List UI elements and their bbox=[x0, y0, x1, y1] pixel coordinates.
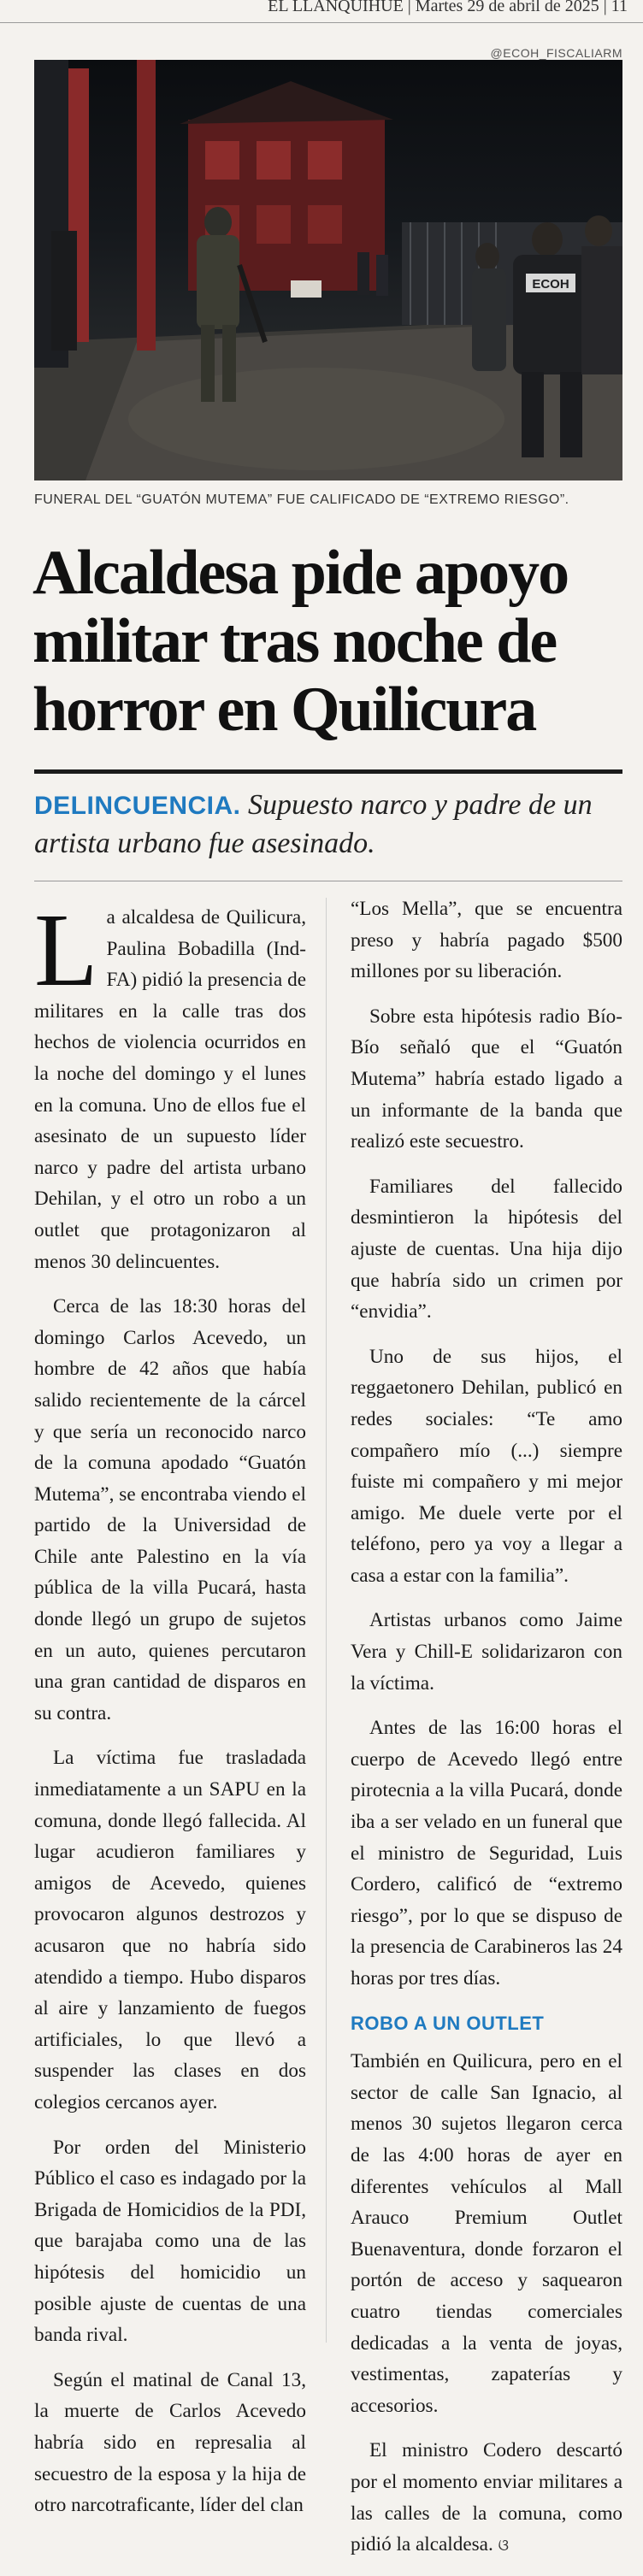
drop-cap: L bbox=[34, 893, 98, 1008]
deck-kicker: DELINCUENCIA. bbox=[34, 792, 241, 820]
article-paragraph: La alcaldesa de Quilicura, Paulina Bobadilla (Ind-FA) pidió la presencia de militares en la calle tras dos hechos de violencia ocurridos en la noche del domingo y el lunes en la comuna. Uno de ellos fue el asesinato de un supuesto líder narco y padre del artista urbano Dehilan, y el otro un robo a un outlet que protagonizaron al menos 30 delincuentes. bbox=[34, 893, 306, 1273]
article-column-left bbox=[34, 893, 306, 2535]
article-paragraph: La víctima fue trasladada inmediatamente a un SAPU en la comuna, donde llegó fallecida. Al lugar acudieron familiares y amigos de Acevedo, quienes provocaron algunos destrozos y acusaron que no habría sido atendido a tiempo. Hubo disparos al aire y lanzamiento de fuegos artificiales, lo que llevó a suspender las clases en dos colegios cercanos ayer. bbox=[34, 1747, 306, 2113]
article-paragraph: El ministro Codero descartó por el momento enviar militares a las calles de la comuna, como pidió la alcaldesa. ଓ bbox=[351, 2439, 622, 2556]
deck bbox=[34, 787, 622, 863]
article-paragraph: Artistas urbanos como Jaime Vera y Chill-E solidarizaron con la víctima. bbox=[351, 1609, 622, 1695]
article-paragraph: Antes de las 16:00 horas el cuerpo de Acevedo llegó entre pirotecnia a la villa Pucará, donde iba a ser velado en un funeral que el ministro de Seguridad, Luis Cordero, calificó de “extremo riesgo”, por lo que se dispuso de la presencia de Carabineros las 24 horas por tres días. bbox=[351, 1717, 622, 1989]
article-paragraph: Por orden del Ministerio Público el caso es indagado por la Brigada de Homicidios de la PDI, que barajaba como una de las hipótesis del homicidio un posible ajuste de cuentas de una banda rival. bbox=[34, 2136, 306, 2347]
masthead-text: EL LLANQUIHUE | Martes 29 de abril de 2025 | 11 bbox=[268, 0, 628, 15]
article-paragraph: “Los Mella”, que se encuentra preso y habría pagado $500 millones por su liberación. bbox=[351, 898, 622, 983]
article-column-right bbox=[351, 893, 622, 2576]
photo-caption: FUNERAL DEL “GUATÓN MUTEMA” FUE CALIFICADO DE “EXTREMO RIESGO”. bbox=[34, 492, 569, 507]
article-paragraph: Según el matinal de Canal 13, la muerte de Carlos Acevedo habría sido en represalia al secuestro de la esposa y la hija de otro narcotraficante, líder del clan bbox=[34, 2368, 306, 2517]
masthead bbox=[0, 0, 643, 23]
article-paragraph: Sobre esta hipótesis radio Bío-Bío señaló que el “Guatón Mutema” habría estado ligado a un informante de la banda que realizó este secuestro. bbox=[351, 1005, 622, 1153]
section-subhead: ROBO A UN OUTLET bbox=[351, 2012, 545, 2034]
article-paragraph: Cerca de las 18:30 horas del domingo Carlos Acevedo, un hombre de 42 años que había salido recientemente de la cárcel y que sería un reconocido narco de la comuna apodado “Guatón Mutema”, se encontraba viendo el partido de la Universidad de Chile ante Palestino en la vía pública de la villa Pucará, hasta donde llegó un grupo de sujetos en un auto, quienes percutaron una gran cantidad de disparos en su contra. bbox=[34, 1295, 306, 1724]
headline-rule bbox=[34, 769, 622, 774]
news-photo bbox=[34, 60, 622, 480]
vest-label: ECOH bbox=[532, 277, 569, 292]
headline: Alcaldesa pide apoyo militar tras noche de horror en Quilicura bbox=[32, 538, 569, 745]
article-paragraph: Uno de sus hijos, el reggaetonero Dehilan, publicó en redes sociales: “Te amo compañero mío (...) siempre fuiste mi compañero y mi mejor amigo. Me duele verte por el teléfono, pero ya voy a llegar a casa a estar con la familia”. bbox=[351, 1345, 622, 1587]
night-scene-illustration bbox=[34, 60, 622, 480]
column-divider bbox=[326, 898, 327, 2343]
end-mark-icon: ଓ bbox=[498, 2537, 509, 2555]
photo-credit: @ECOH_FISCALIARM bbox=[490, 46, 622, 60]
article-paragraph: También en Quilicura, pero en el sector de calle San Ignacio, al menos 30 sujetos llegaron cerca de las 4:00 horas de ayer en diferentes vehículos al Mall Arauco Premium Outlet Buenaventura, donde forzaron el portón de acceso y saquearon cuatro tiendas comerciales dedicadas a la venta de joyas, vestimentas, zapaterías y accesorios. bbox=[351, 2050, 622, 2417]
article-paragraph: Familiares del fallecido desmintieron la hipótesis del ajuste de cuentas. Una hija dijo que habría sido un crimen por “envidia”. bbox=[351, 1175, 622, 1323]
deck-text: Supuesto narco y padre de un artista urbano fue asesinado. bbox=[34, 789, 593, 859]
